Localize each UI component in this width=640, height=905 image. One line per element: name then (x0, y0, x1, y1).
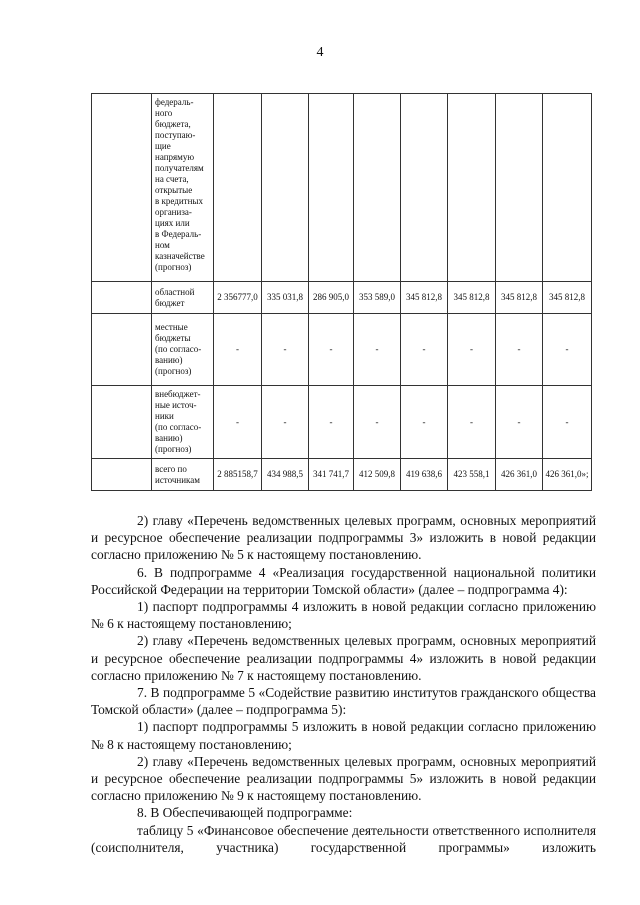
table-row (92, 94, 592, 282)
value-cell (448, 94, 496, 282)
value-cell: 2 356777,0 (214, 282, 262, 314)
value-cell: 345 812,8 (401, 282, 448, 314)
value-cell: - (496, 314, 543, 386)
paragraph: 8. В Обеспечивающей подпрограмме: (137, 805, 353, 821)
value-cell (496, 94, 543, 282)
value-cell (262, 94, 309, 282)
table-row (92, 314, 592, 386)
value-cell: - (262, 314, 309, 386)
empty-cell (92, 459, 152, 491)
value-cell: 286 905,0 (309, 282, 354, 314)
empty-cell (92, 282, 152, 314)
empty-cell (92, 314, 152, 386)
funding-source-cell: всего по источникам (152, 459, 214, 491)
value-cell: 345 812,8 (496, 282, 543, 314)
value-cell: - (262, 386, 309, 459)
value-cell: - (354, 314, 401, 386)
funding-source-cell: местные бюджеты (по согласо- ванию) (прогноз) (152, 314, 214, 386)
value-cell: - (354, 386, 401, 459)
value-cell: - (214, 314, 262, 386)
document-body (91, 512, 596, 856)
value-cell: 345 812,8 (448, 282, 496, 314)
value-cell: - (214, 386, 262, 459)
funding-source-cell: внебюджет- ные источ- ники (по согласо- ванию) (прогноз) (152, 386, 214, 459)
value-cell: - (309, 386, 354, 459)
value-cell: - (448, 386, 496, 459)
value-cell: 341 741,7 (309, 459, 354, 491)
table-row (92, 386, 592, 459)
value-cell: - (448, 314, 496, 386)
table-row (92, 459, 592, 491)
funding-source-cell: областной бюджет (152, 282, 214, 314)
value-cell (354, 94, 401, 282)
paragraph: таблицу 5 «Финансовое обеспечение деятельности ответственного исполнителя (соисполнителя, участника) государственной программы» изложить (91, 822, 596, 855)
value-cell: 426 361,0 (496, 459, 543, 491)
paragraph: 7. В подпрограмме 5 «Содействие развитию институтов гражданского общества Томской области» (далее – подпрограмма 5): (91, 685, 596, 718)
value-cell: 335 031,8 (262, 282, 309, 314)
paragraph: 2) главу «Перечень ведомственных целевых программ, основных мероприятий и ресурсное обеспечение реализации подпрограммы 5» изложить в новой редакции согласно приложению № 9 к настоящему постановлению. (91, 753, 596, 804)
financing-table (91, 93, 592, 491)
value-cell: 423 558,1 (448, 459, 496, 491)
value-cell (214, 94, 262, 282)
table-row (92, 282, 592, 314)
page-number: 4 (316, 45, 324, 60)
value-cell: - (496, 386, 543, 459)
value-cell (543, 94, 592, 282)
empty-cell (92, 386, 152, 459)
paragraph: 6. В подпрограмме 4 «Реализация государственной национальной политики Российской Федерации на территории Томской области» (далее – подпрограмма 4): (91, 564, 596, 597)
value-cell (309, 94, 354, 282)
paragraph: 1) паспорт подпрограммы 5 изложить в новой редакции согласно приложению № 8 к настоящему постановлению; (91, 719, 596, 752)
value-cell: 353 589,0 (354, 282, 401, 314)
value-cell: - (309, 314, 354, 386)
funding-source-cell: федераль- ного бюджета, поступаю- щие напрямую получателям на счета, открытые в кредитных организа- циях или в Федераль- ном казначействе (прогноз) (152, 94, 214, 282)
value-cell: 426 361,0»; (543, 459, 592, 491)
value-cell: - (401, 314, 448, 386)
value-cell: 419 638,6 (401, 459, 448, 491)
value-cell: 434 988,5 (262, 459, 309, 491)
paragraph: 1) паспорт подпрограммы 4 изложить в новой редакции согласно приложению № 6 к настоящему постановлению; (91, 599, 596, 632)
value-cell: - (401, 386, 448, 459)
paragraph: 2) главу «Перечень ведомственных целевых программ, основных мероприятий и ресурсное обеспечение реализации подпрограммы 4» изложить в новой редакции согласно приложению № 7 к настоящему постановлению. (91, 633, 596, 683)
value-cell: 412 509,8 (354, 459, 401, 491)
value-cell: 2 885158,7 (214, 459, 262, 491)
value-cell (401, 94, 448, 282)
value-cell: 345 812,8 (543, 282, 592, 314)
paragraph: 2) главу «Перечень ведомственных целевых программ, основных мероприятий и ресурсное обеспечение реализации подпрограммы 3» изложить в новой редакции согласно приложению № 5 к настоящему постановлению. (91, 513, 596, 563)
value-cell: - (543, 386, 592, 459)
empty-cell (92, 94, 152, 282)
value-cell: - (543, 314, 592, 386)
